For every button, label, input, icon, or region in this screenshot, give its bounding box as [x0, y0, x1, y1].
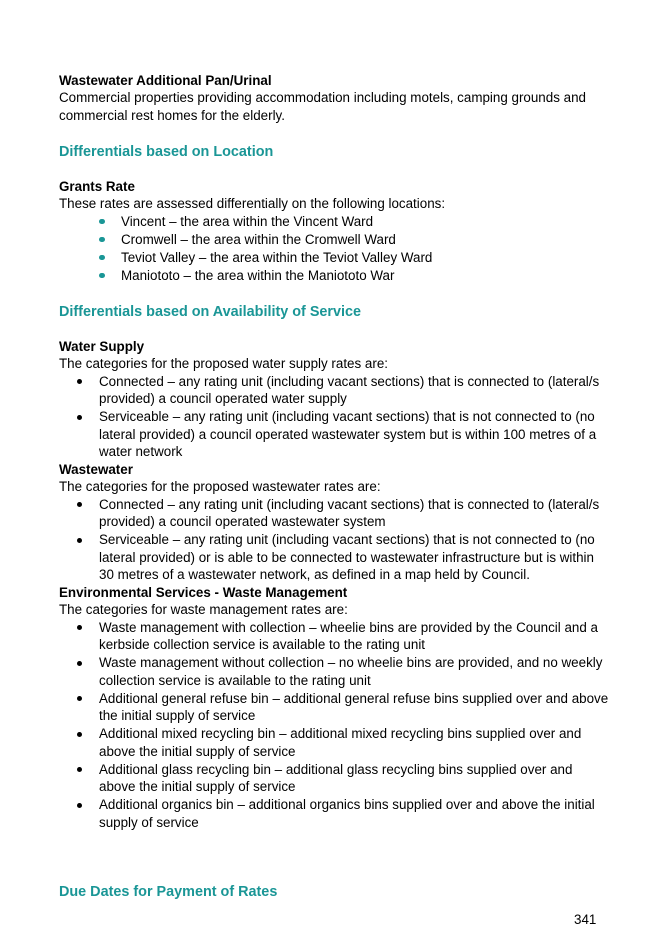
bullet-icon: [77, 415, 82, 420]
list-item: Vincent – the area within the Vincent Ward: [59, 213, 609, 231]
list-item: Additional glass recycling bin – additional glass recycling bins supplied over and above the initial supply of service: [59, 761, 609, 796]
bullet-icon: [77, 502, 82, 507]
pan-urinal-heading: Wastewater Additional Pan/Urinal: [59, 73, 272, 88]
bullet-icon: [77, 625, 82, 630]
location-heading: Differentials based on Location: [59, 144, 274, 160]
bullet-icon: [99, 273, 105, 279]
water-supply-heading: Water Supply: [59, 339, 145, 354]
bullet-icon: [77, 661, 82, 666]
list-item: Teviot Valley – the area within the Teviot Valley Ward: [59, 249, 609, 267]
waste-management-list: [59, 619, 609, 832]
list-item: Serviceable – any rating unit (including vacant sections) that is not connected to (no lateral provided) a council operated wastewater system but is within 100 metres of a water network: [59, 408, 609, 461]
due-dates-heading: Due Dates for Payment of Rates: [59, 884, 278, 900]
wastewater-list: [59, 496, 609, 584]
list-item: Additional mixed recycling bin – additional mixed recycling bins supplied over and above the initial supply of service: [59, 725, 609, 760]
availability-heading: Differentials based on Availability of Service: [59, 304, 362, 320]
bullet-icon: [99, 255, 105, 261]
wastewater-heading: Wastewater: [59, 462, 133, 477]
document-page: [59, 72, 609, 901]
wastewater-intro: The categories for the proposed wastewater rates are:: [59, 479, 381, 494]
bullet-icon: [77, 696, 82, 701]
location-list: [59, 213, 609, 285]
list-item: Additional organics bin – additional organics bins supplied over and above the initial supply of service: [59, 796, 609, 831]
list-item: Cromwell – the area within the Cromwell Ward: [59, 231, 609, 249]
bullet-icon: [99, 219, 105, 225]
bullet-icon: [77, 379, 82, 384]
grants-rate-heading: Grants Rate: [59, 179, 135, 194]
bullet-icon: [77, 732, 82, 737]
bullet-icon: [77, 767, 82, 772]
waste-management-heading: Environmental Services - Waste Management: [59, 585, 348, 600]
bullet-icon: [99, 237, 105, 243]
pan-urinal-text: Commercial properties providing accommodation including motels, camping grounds and commercial rest homes for the elderly.: [59, 90, 586, 123]
list-item: Waste management with collection – wheelie bins are provided by the Council and a kerbside collection service is available to the rating unit: [59, 619, 609, 654]
page-number: 341: [574, 912, 597, 927]
list-item: Serviceable – any rating unit (including vacant sections) that is not connected to (no lateral provided) or is able to be connected to wastewater infrastructure but is within 30 metres of a wastewater network, as defined in a map held by Council.: [59, 531, 609, 584]
list-item: Connected – any rating unit (including vacant sections) that is connected to (lateral/s provided) a council operated water supply: [59, 373, 609, 408]
list-item: Maniototo – the area within the Maniototo War: [59, 267, 609, 285]
waste-management-intro: The categories for waste management rates are:: [59, 602, 348, 617]
list-item: Connected – any rating unit (including vacant sections) that is connected to (lateral/s provided) a council operated wastewater system: [59, 496, 609, 531]
water-supply-intro: The categories for the proposed water supply rates are:: [59, 356, 388, 371]
water-supply-list: [59, 373, 609, 461]
bullet-icon: [77, 538, 82, 543]
list-item: Waste management without collection – no wheelie bins are provided, and no weekly collection service is available to the rating unit: [59, 654, 609, 689]
list-item: Additional general refuse bin – additional general refuse bins supplied over and above the initial supply of service: [59, 690, 609, 725]
grants-rate-intro: These rates are assessed differentially on the following locations:: [59, 196, 446, 211]
bullet-icon: [77, 803, 82, 808]
